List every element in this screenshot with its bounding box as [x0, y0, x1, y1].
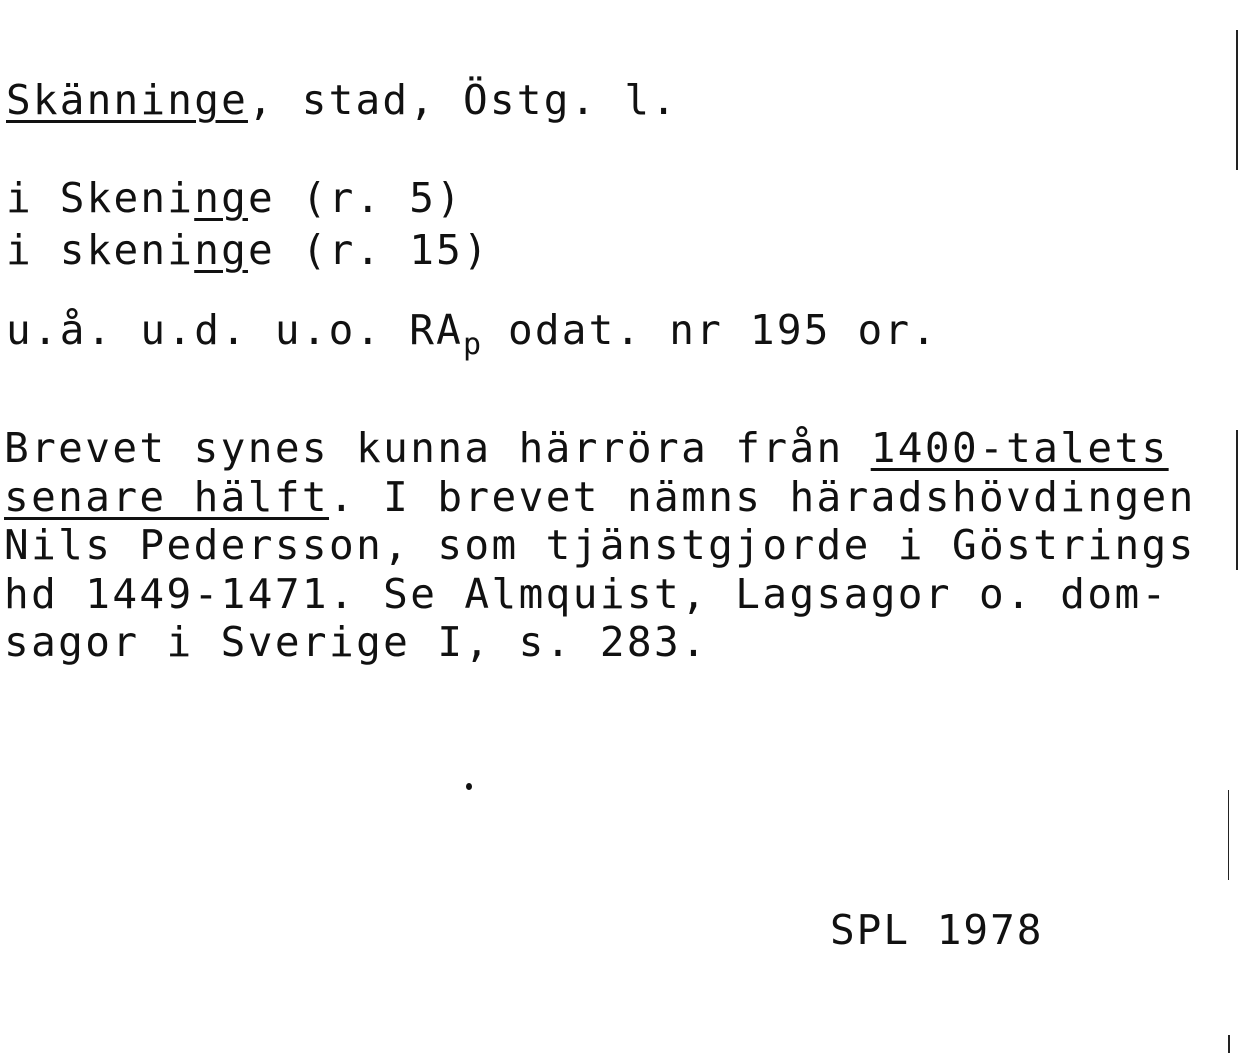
form-2-mark: ng — [194, 226, 248, 274]
form-1-post: e (r. 5) — [247, 174, 464, 222]
source-post: odat. nr 195 or. — [481, 306, 939, 354]
card-edge-middle — [1236, 430, 1238, 570]
source-line — [6, 306, 938, 369]
commentary-paragraph — [4, 424, 1234, 667]
source-sub: p — [463, 327, 482, 362]
para-line-2 — [4, 473, 1234, 522]
card-edge-lower — [1228, 790, 1229, 880]
heading-place: Skänninge — [6, 76, 248, 124]
form-line-1 — [6, 174, 463, 222]
form-1-mark: ng — [194, 174, 248, 222]
para-line-1 — [4, 424, 1234, 473]
para-line-3: Nils Pedersson, som tjänstgjorde i Göstrings — [4, 521, 1196, 569]
para-1-pre: Brevet synes kunna härröra från — [4, 424, 871, 472]
para-2-underlined: senare hälft — [4, 472, 330, 521]
stray-dot — [466, 783, 472, 790]
heading-rest: , stad, Östg. l. — [247, 76, 679, 124]
source-pre: u.å. u.d. u.o. RA — [6, 306, 464, 354]
card-edge-top — [1236, 30, 1238, 170]
card-heading — [6, 76, 678, 124]
form-line-2 — [6, 226, 490, 274]
para-line-5: sagor i Sverige I, s. 283. — [4, 618, 709, 666]
para-2-post: . I brevet nämns häradshövdingen — [329, 472, 1196, 521]
para-1-underlined: 1400-talets — [870, 424, 1169, 472]
signature: SPL 1978 — [830, 906, 1044, 954]
card-edge-bottom — [1228, 1035, 1230, 1053]
form-2-pre: i skeni — [6, 226, 195, 274]
para-line-4: hd 1449-1471. Se Almquist, Lagsagor o. dom- — [4, 569, 1169, 618]
form-1-pre: i Skeni — [6, 174, 195, 222]
form-2-post: e (r. 15) — [247, 226, 490, 274]
